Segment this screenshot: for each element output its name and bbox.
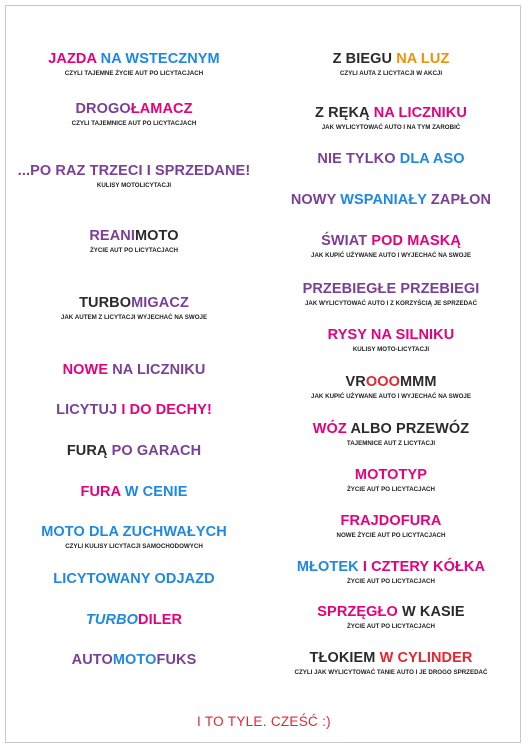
entry-title: [9, 51, 259, 68]
entry-title: [9, 295, 259, 312]
title-fragment: MOTO DLA ZUCHWAŁYCH: [41, 524, 227, 540]
entry-title: [9, 612, 259, 629]
title-entry: [9, 228, 259, 255]
entry-subtitle: ŻYCIE AUT PO LICYTACJACH: [346, 486, 435, 493]
entry-title: [9, 484, 259, 501]
title-entry: [9, 652, 259, 669]
title-fragment: W CENIE: [124, 484, 188, 500]
title-fragment: NIE TYLKO: [317, 151, 400, 167]
title-fragment: LICYTUJ: [56, 402, 122, 418]
title-fragment: POD MASKĄ: [371, 233, 461, 249]
title-fragment: AUTO: [71, 652, 113, 668]
entry-subtitle: JAK KUPIĆ UŻYWANE AUTO I WYJECHAĆ NA SWOJE: [311, 252, 471, 259]
entry-title: [266, 51, 516, 68]
entry-subtitle: JAK KUPIĆ UŻYWANE AUTO I WYJECHAĆ NA SWOJE: [311, 393, 471, 400]
title-fragment: FURĄ: [66, 443, 112, 459]
title-fragment: PO GARACH: [111, 443, 202, 459]
title-fragment: MOTO: [134, 228, 179, 244]
entry-title: [9, 163, 259, 180]
title-fragment: FRAJDOFURA: [340, 513, 442, 529]
title-fragment: ...PO RAZ TRZECI I SPRZEDANE!: [17, 163, 251, 179]
title-entry: [266, 233, 516, 260]
title-fragment: TURBO: [79, 295, 132, 311]
title-entry: [266, 105, 516, 132]
title-entry: [9, 443, 259, 460]
title-fragment: NA LICZNIKU: [112, 362, 206, 378]
entry-title: [9, 362, 259, 379]
title-fragment: DILER: [138, 612, 183, 628]
title-fragment: ALBO PRZEWÓZ: [350, 421, 470, 437]
title-fragment: Z RĘKĄ: [315, 105, 374, 121]
title-entry: [266, 374, 516, 401]
title-fragment: MIGACZ: [131, 295, 189, 311]
title-fragment: WSPANIAŁY: [340, 192, 431, 208]
title-fragment: W CYLINDER: [379, 650, 473, 666]
entry-subtitle: ŻYCIE AUT PO LICYTACJACH: [346, 623, 435, 630]
entry-title: [266, 233, 516, 250]
title-fragment: ŁAMACZ: [130, 101, 193, 117]
title-fragment: DROGO: [75, 101, 131, 117]
title-fragment: FURA: [80, 484, 125, 500]
title-fragment: W KASIE: [401, 604, 465, 620]
entry-title: [266, 192, 516, 209]
title-entry: [9, 524, 259, 551]
title-fragment: JAZDA: [48, 51, 101, 67]
entry-title: [9, 402, 259, 419]
title-entry: [266, 467, 516, 494]
entry-title: [266, 467, 516, 484]
entry-title: [266, 421, 516, 438]
entry-title: [266, 281, 516, 298]
title-fragment: Z BIEGU: [332, 51, 397, 67]
title-fragment: NA LUZ: [396, 51, 450, 67]
entry-title: [266, 513, 516, 530]
entry-title: [9, 228, 259, 245]
entry-subtitle: CZYLI TAJEMNE ŻYCIE AUT PO LICYTACJACH: [64, 70, 204, 77]
entry-subtitle: ŻYCIE AUT PO LICYTACJACH: [346, 578, 435, 585]
entry-subtitle: JAK WYLICYTOWAĆ AUTO I Z KORZYŚCIĄ JE SPRZEDAĆ: [304, 300, 478, 307]
title-fragment: MŁOTEK: [296, 559, 363, 575]
title-entry: [266, 151, 516, 168]
title-fragment: TŁOKIEM: [309, 650, 380, 666]
title-entry: [9, 163, 259, 190]
title-entry: [266, 51, 516, 78]
entry-subtitle: CZYLI TAJEMNICE AUT PO LICYTACJACH: [71, 120, 197, 127]
title-fragment: NA WSTECZNYM: [100, 51, 220, 67]
title-fragment: VR: [345, 374, 366, 390]
title-entry: [9, 362, 259, 379]
entry-title: [266, 374, 516, 391]
title-entry: [266, 281, 516, 308]
entry-subtitle: NOWE ŻYCIE AUT PO LICYTACJACH: [336, 532, 446, 539]
entry-subtitle: CZYLI JAK WYLICYTOWAĆ TANIE AUTO I JE DROGO SPRZEDAĆ: [294, 669, 488, 676]
title-fragment: REANI: [89, 228, 135, 244]
entry-subtitle: KULISY MOTO-LICYTACJI: [352, 346, 430, 353]
title-entry: [266, 559, 516, 586]
entry-subtitle: JAK WYLICYTOWAĆ AUTO I NA TYM ZAROBIĆ: [321, 124, 461, 131]
title-fragment: RYSY NA SILNIKU: [327, 327, 455, 343]
title-entry: [266, 192, 516, 209]
title-fragment: ŚWIAT: [321, 233, 372, 249]
entry-title: [266, 105, 516, 122]
title-fragment: OOO: [365, 374, 400, 390]
title-entry: [9, 402, 259, 419]
title-fragment: MMM: [399, 374, 437, 390]
title-fragment: SPRZĘGŁO: [317, 604, 402, 620]
entry-subtitle: TAJEMNICE AUT Z LICYTACJI: [346, 440, 436, 447]
entry-subtitle: ŻYCIE AUT PO LICYTACJACH: [89, 247, 178, 254]
entry-title: [9, 524, 259, 541]
title-fragment: MOTOTYP: [354, 467, 428, 483]
title-entry: [9, 484, 259, 501]
title-fragment: PRZEBIEGŁE PRZEBIEGI: [302, 281, 480, 297]
title-entry: [9, 612, 259, 629]
entry-title: [9, 443, 259, 460]
title-fragment: MOTO: [112, 652, 157, 668]
title-entry: [9, 571, 259, 588]
entry-title: [9, 101, 259, 118]
title-entry: [266, 513, 516, 540]
entry-title: [266, 604, 516, 621]
entry-subtitle: KULISY MOTOLICYTACJI: [96, 182, 172, 189]
title-fragment: I DO DECHY!: [121, 402, 212, 418]
title-fragment: DLA ASO: [399, 151, 465, 167]
title-entry: [9, 295, 259, 322]
title-entry: [266, 327, 516, 354]
entry-subtitle: CZYLI KULISY LICYTACJI SAMOCHODOWYCH: [65, 543, 203, 550]
title-fragment: NOWE: [62, 362, 113, 378]
entry-subtitle: CZYLI AUTA Z LICYTACJI W AKCJI: [339, 70, 443, 77]
title-fragment: WÓZ: [312, 421, 351, 437]
title-entry: [266, 650, 516, 677]
footer-text: I TO TYLE. CZEŚĆ :): [197, 714, 331, 729]
title-fragment: NOWY: [290, 192, 341, 208]
title-entry: [266, 421, 516, 448]
title-fragment: NA LICZNIKU: [373, 105, 467, 121]
title-entry: [266, 604, 516, 631]
title-fragment: LICYTOWANY ODJAZD: [53, 571, 215, 587]
entry-title: [9, 571, 259, 588]
entry-title: [266, 650, 516, 667]
entry-title: [9, 652, 259, 669]
entry-title: [266, 151, 516, 168]
title-fragment: FUKS: [156, 652, 197, 668]
entry-subtitle: JAK AUTEM Z LICYTACJI WYJECHAĆ NA SWOJE: [60, 314, 208, 321]
title-fragment: ZAPŁON: [430, 192, 492, 208]
title-entry: [9, 51, 259, 78]
entry-title: [266, 559, 516, 576]
title-entry: [9, 101, 259, 128]
entry-title: [266, 327, 516, 344]
title-fragment: TURBO: [85, 612, 139, 628]
title-fragment: I CZTERY KÓŁKA: [362, 559, 486, 575]
